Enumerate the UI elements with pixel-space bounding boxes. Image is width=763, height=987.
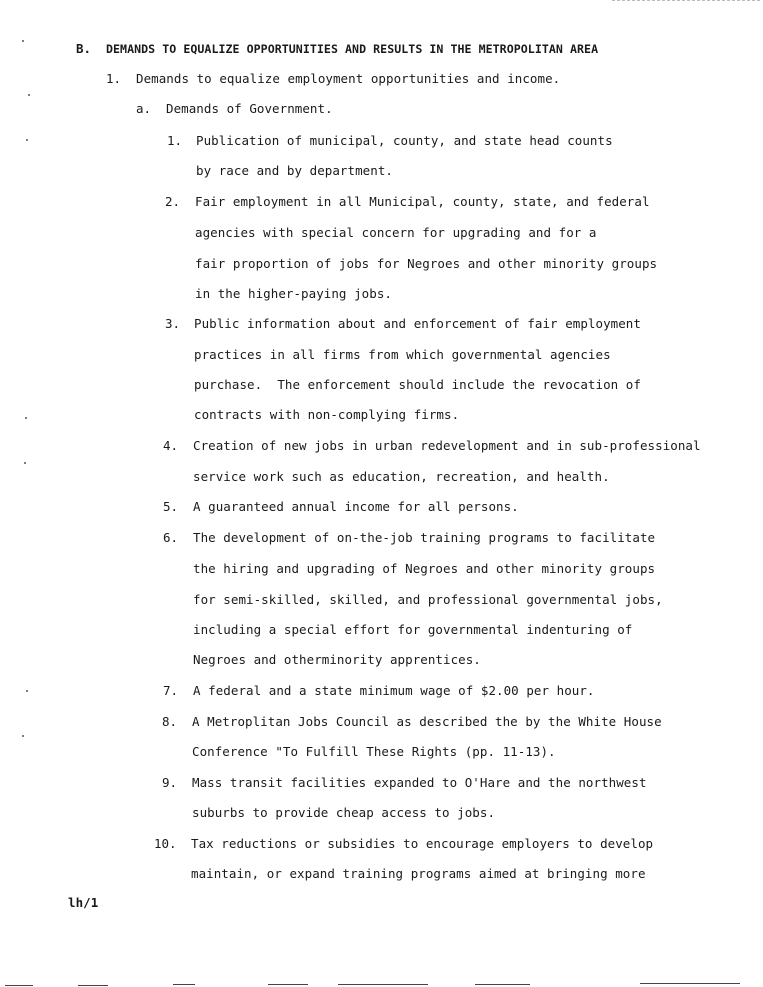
- item-number: 7.: [163, 683, 179, 698]
- item-line: Conference "To Fulfill These Rights (pp. 11-13).: [192, 744, 556, 759]
- item-line: the hiring and upgrading of Negroes and other minority groups: [193, 561, 656, 576]
- item-line: contracts with non-complying firms.: [194, 407, 460, 422]
- item-number: 6.: [163, 530, 179, 545]
- subsection-label: 1.: [106, 71, 122, 86]
- item-line: Mass transit facilities expanded to O'Hare and the northwest: [192, 775, 647, 790]
- scan-rule: [173, 984, 195, 985]
- item-line: maintain, or expand training programs aimed at bringing more: [191, 866, 646, 881]
- scan-speck: [26, 690, 28, 692]
- top-edge-mark: [612, 0, 760, 2]
- item-line: agencies with special concern for upgrading and for a: [195, 225, 597, 240]
- item-number: 10.: [154, 836, 177, 851]
- scan-speck: [28, 94, 30, 96]
- item-line: A Metroplitan Jobs Council as described the by the White House: [192, 714, 662, 729]
- scan-rule: [268, 984, 308, 985]
- item-line: A guaranteed annual income for all persons.: [193, 499, 519, 514]
- scan-speck: [22, 735, 24, 737]
- item-line: purchase. The enforcement should include the revocation of: [194, 377, 641, 392]
- item-number: 9.: [162, 775, 178, 790]
- item-line: by race and by department.: [196, 163, 393, 178]
- item-line: service work such as education, recreation, and health.: [193, 469, 610, 484]
- subsubsection-label: a.: [136, 101, 152, 116]
- scan-speck: [26, 139, 28, 141]
- item-line: suburbs to provide cheap access to jobs.: [192, 805, 496, 820]
- page-code: lh/1: [68, 895, 99, 910]
- item-line: Negroes and otherminority apprentices.: [193, 652, 481, 667]
- scan-speck: [25, 417, 27, 419]
- item-line: in the higher-paying jobs.: [195, 286, 392, 301]
- item-line: The development of on-the-job training programs to facilitate: [193, 530, 656, 545]
- scan-rule: [338, 984, 428, 985]
- scan-speck: [24, 462, 26, 464]
- scan-rule: [640, 983, 740, 984]
- item-number: 1.: [167, 133, 183, 148]
- item-line: Public information about and enforcement of fair employment: [194, 316, 641, 331]
- item-number: 5.: [163, 499, 179, 514]
- scan-rule: [78, 985, 108, 986]
- scan-rule: [5, 985, 33, 986]
- item-number: 4.: [163, 438, 179, 453]
- item-number: 8.: [162, 714, 178, 729]
- scan-rule: [475, 984, 530, 985]
- item-number: 2.: [165, 194, 181, 209]
- item-number: 3.: [165, 316, 181, 331]
- item-line: practices in all firms from which governmental agencies: [194, 347, 611, 362]
- item-line: including a special effort for governmental indenturing of: [193, 622, 633, 637]
- subsection-title: Demands to equalize employment opportunities and income.: [136, 71, 561, 86]
- subsubsection-title: Demands of Government.: [166, 101, 333, 116]
- item-line: Tax reductions or subsidies to encourage employers to develop: [191, 836, 654, 851]
- item-line: for semi-skilled, skilled, and professional governmental jobs,: [193, 592, 663, 607]
- section-label: B.: [76, 41, 92, 56]
- item-line: A federal and a state minimum wage of $2.00 per hour.: [193, 683, 595, 698]
- item-line: Fair employment in all Municipal, county, state, and federal: [195, 194, 650, 209]
- section-heading: DEMANDS TO EQUALIZE OPPORTUNITIES AND RESULTS IN THE METROPOLITAN AREA: [106, 42, 599, 56]
- scan-speck: [22, 40, 24, 42]
- item-line: Publication of municipal, county, and state head counts: [196, 133, 613, 148]
- item-line: fair proportion of jobs for Negroes and other minority groups: [195, 256, 658, 271]
- item-line: Creation of new jobs in urban redevelopment and in sub-professional: [193, 438, 701, 453]
